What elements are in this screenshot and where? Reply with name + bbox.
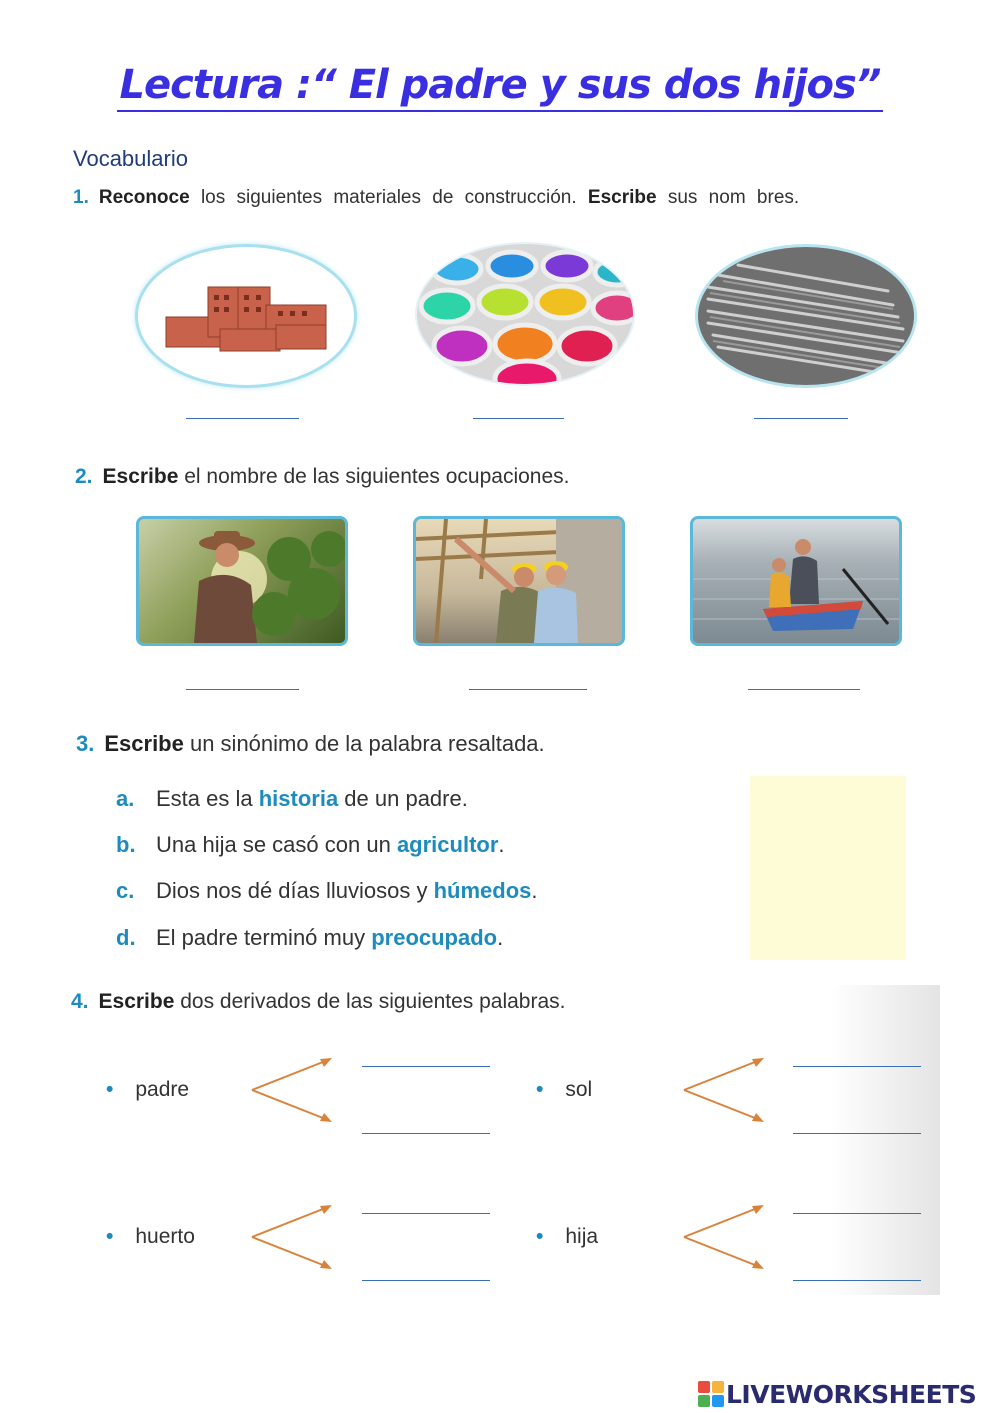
question-1: 1. Reconoce los siguientes materiales de construcción. Escribe sus nom bres. <box>73 187 800 208</box>
fishermen-icon <box>693 519 899 643</box>
q3-item-b: b. Una hija se casó con un agricultor. <box>116 832 505 857</box>
bricks-icon <box>138 247 354 385</box>
derive-word-sol: • sol <box>536 1078 593 1101</box>
page-title: Lectura :“ El padre y sus dos hijos” <box>0 62 1000 108</box>
branch-arrow-icon <box>682 1056 766 1124</box>
derive-line-hija-1[interactable] <box>793 1213 921 1214</box>
question-3: 3. Escribe un sinónimo de la palabra resaltada. <box>76 731 545 756</box>
synonym-answer-box[interactable] <box>750 776 906 960</box>
derive-line-padre-1[interactable] <box>362 1066 490 1067</box>
liveworksheets-logo-icon <box>698 1381 724 1407</box>
liveworksheets-logo[interactable] <box>698 1380 976 1408</box>
derive-line-sol-2[interactable] <box>793 1133 921 1134</box>
branch-arrow-icon <box>250 1203 334 1271</box>
q3-item-d: d. El padre terminó muy preocupado. <box>116 925 504 950</box>
derive-word-huerto: • huerto <box>106 1225 195 1248</box>
question-2: 2. Escribe el nombre de las siguientes ocupaciones. <box>75 465 570 488</box>
branch-arrow-icon <box>250 1056 334 1124</box>
answer-line-engineer[interactable] <box>469 689 587 690</box>
steel-rebar-image <box>695 244 917 388</box>
paint-cans-image <box>415 242 635 386</box>
steel-rebar-icon <box>698 247 914 385</box>
engineers-icon <box>416 519 622 643</box>
scan-shadow <box>830 985 940 1295</box>
derive-word-padre: • padre <box>106 1078 190 1101</box>
answer-line-rebar[interactable] <box>754 418 848 419</box>
q3-item-a: a. Esta es la historia de un padre. <box>116 786 468 811</box>
section-heading: Vocabulario <box>73 146 188 171</box>
derive-line-padre-2[interactable] <box>362 1133 490 1134</box>
derive-line-huerto-1[interactable] <box>362 1213 490 1214</box>
brand-text: LIVEWORKSHEETS <box>726 1379 977 1409</box>
answer-line-fisherman[interactable] <box>748 689 860 690</box>
paint-cans-icon <box>417 244 633 384</box>
answer-line-farmer[interactable] <box>186 689 299 690</box>
engineers-photo <box>413 516 625 646</box>
derive-word-hija: • hija <box>536 1225 599 1248</box>
farmer-icon <box>139 519 345 643</box>
derive-line-sol-1[interactable] <box>793 1066 921 1067</box>
bricks-image <box>135 244 357 388</box>
derive-line-hija-2[interactable] <box>793 1280 921 1281</box>
q3-item-c: c. Dios nos dé días lluviosos y húmedos. <box>116 878 538 903</box>
derive-line-huerto-2[interactable] <box>362 1280 490 1281</box>
farmer-photo <box>136 516 348 646</box>
answer-line-bricks[interactable] <box>186 418 299 419</box>
branch-arrow-icon <box>682 1203 766 1271</box>
question-4: 4. Escribe dos derivados de las siguientes palabras. <box>71 990 566 1013</box>
fishermen-photo <box>690 516 902 646</box>
answer-line-paint[interactable] <box>473 418 564 419</box>
